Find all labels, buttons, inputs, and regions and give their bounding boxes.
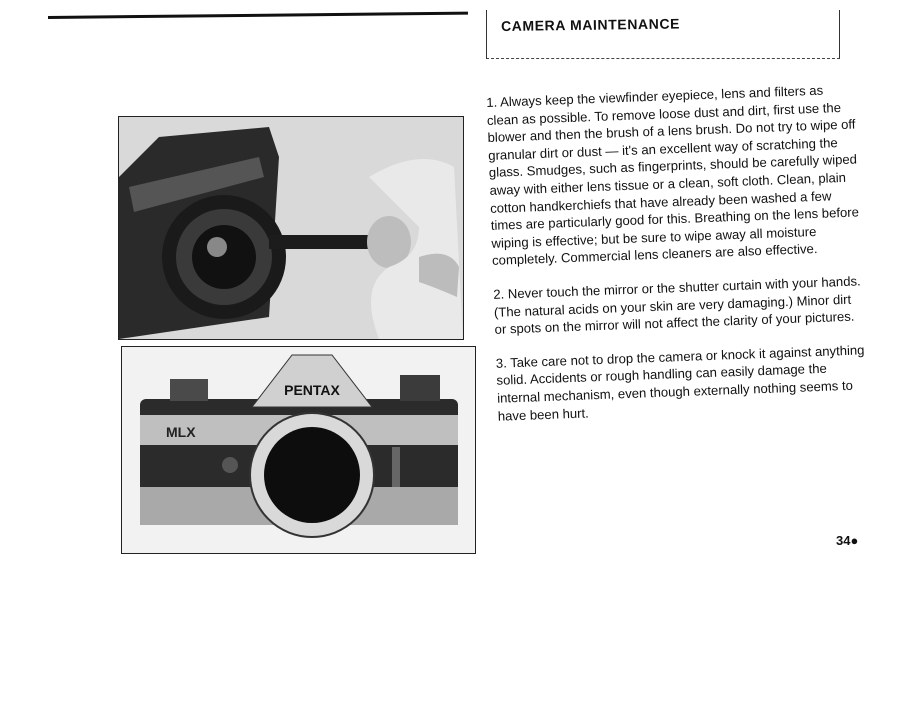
- maintenance-text: [486, 80, 868, 440]
- paragraph-2: 2. Never touch the mirror or the shutter curtain with your hands. (The natural acids on your skin are very damaging.) Minor dirt or spots on the mirror will not affect the clarity of your pictures.: [493, 273, 861, 337]
- top-rule: [48, 12, 468, 19]
- camera-body-photo: [121, 346, 476, 554]
- model-label: MLX: [166, 424, 196, 440]
- section-header: [486, 10, 840, 59]
- page-number: 34●: [836, 533, 859, 548]
- paragraph-1: 1. Always keep the viewfinder eyepiece, lens and filters as clean as possible. To remove loose dust and dirt, first use the blower and then the brush of a lens brush. Do not try to wipe off granular dirt or dust — it's an excellent way of scratching the glass. Smudges, such as fingerprints, should be carefully wiped away with either lens tissue or a clean, soft cloth. Clean, plain cotton handkerchiefs that have already been washed a few times are particularly good for this. Breathing on the lens before wiping is effective; but be sure to wipe away all moisture completely. Commercial lens cleaners are also effective.: [486, 82, 860, 269]
- section-title: CAMERA MAINTENANCE: [500, 15, 681, 34]
- brand-label: PENTAX: [284, 382, 340, 398]
- paragraph-3: 3. Take care not to drop the camera or knock it against anything solid. Accidents or rough handling can easily damage the internal mechanism, even though externally nothing seems to have been hurt.: [495, 342, 865, 424]
- lens-cleaning-photo: [118, 116, 464, 340]
